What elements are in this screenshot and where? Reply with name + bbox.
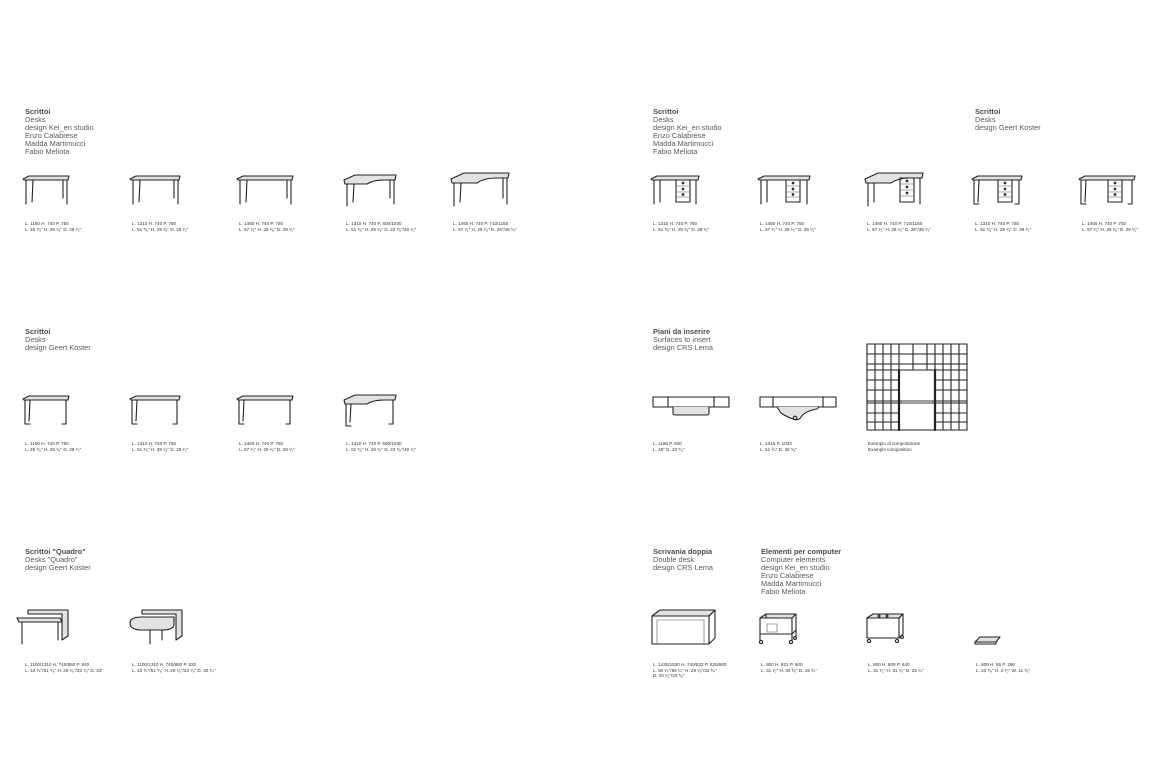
- frame-desk-drawers-icon: [971, 174, 1025, 208]
- surfaces-header: [653, 328, 713, 352]
- designer-line: Fabio Meliota: [25, 147, 70, 157]
- spec-text: L. 1160 H. 740 P. 750 L. 45 ⁵⁄₈" H. 29 ¹⁄₈" D. 29 ¹⁄₂": [25, 441, 82, 452]
- quadro-desk-icon: [16, 608, 70, 646]
- spec-text: L. 1100/1310 H. 740/860 P. 820 L. 43 ¹⁄₄"/51 ⁵⁄₈" H. 29 ¹⁄₈"/33 ⁷⁄₈" D. 32 ¹⁄₄": [132, 662, 216, 673]
- spec-text: L. 1160 H. 740 P. 750 L. 45 ⁵⁄₈" H. 29 ¹⁄₈" D. 29 ¹⁄₂": [25, 221, 82, 232]
- section-subtitle: Desks: [25, 115, 46, 125]
- computer-trolley-icon: [758, 612, 798, 646]
- desks-kei-drawers-header: [653, 108, 722, 157]
- section-subtitle: Desks: [975, 115, 996, 125]
- spec-text: L. 1460 H. 740 P. 750 L. 57 ¹⁄₂" H. 29 ¹⁄₈" D. 29 ¹⁄₂": [239, 221, 295, 232]
- designer-line: Madda Martimucci: [761, 579, 822, 589]
- spec-text: L. 800 H. 809 P. 640 L. 31 ¹⁄₂" H. 31 ⁷⁄₈" D. 25 ¹⁄₄": [868, 662, 925, 673]
- designer-line: Enzo Calabrese: [653, 131, 706, 141]
- spec-text: L. 1460 H. 740 P. 710/1150 L. 57 ¹⁄₂" H. 29 ¹⁄₈" D. 28"/45 ¹⁄₄": [453, 221, 517, 232]
- desk-icon: [129, 174, 183, 208]
- section-title: Scrivania doppia: [653, 547, 713, 556]
- double-desk-icon: [651, 608, 717, 646]
- computer-cabinet-icon: [865, 612, 905, 646]
- quadro-oval-desk-icon: [128, 608, 184, 646]
- spec-text: L. 1166 P. 600 L. 46" D. 23 ⁵⁄₈": [653, 441, 685, 452]
- designer-line: design CRS Lema: [653, 343, 713, 353]
- desks-koster-drawers-header: [975, 108, 1041, 132]
- curved-desk-icon: [343, 174, 399, 208]
- section-title: Elementi per computer: [761, 547, 842, 556]
- desks-koster-header: [25, 328, 91, 352]
- section-title: Scrittoi: [25, 327, 51, 336]
- spec-text: L. 1460 H. 740 P. 750 L. 57 ¹⁄₂" H. 29 ¹⁄₈" D. 29 ¹⁄₂": [1082, 221, 1138, 232]
- section-subtitle: Double desk: [653, 555, 695, 565]
- spec-text: L. 1460 H. 740 P. 750 L. 57 ¹⁄₂" H. 29 ¹⁄₈" D. 29 ¹⁄₂": [239, 441, 295, 452]
- section-subtitle: Desks: [25, 335, 46, 345]
- keyboard-tray-icon: [974, 634, 1002, 646]
- curved-frame-desk-icon: [343, 394, 399, 428]
- desk-drawers-icon: [757, 174, 813, 208]
- frame-desk-icon: [129, 394, 183, 428]
- section-title: Scrittoi: [25, 107, 51, 116]
- designer-line: design CRS Lema: [653, 563, 713, 573]
- frame-desk-icon: [236, 394, 296, 428]
- desk-drawers-icon: [650, 174, 702, 208]
- spec-text: L. 1460 H. 740 P. 750 L. 57 ¹⁄₂" H. 29 ¹⁄₈" D. 29 ¹⁄₂": [760, 221, 816, 232]
- spec-text: L. 1100/1310 H. 740/860 P. 840 L. 43 ¹⁄₄"/51 ⁵⁄₈" H. 29 ¹⁄₈"/33 ⁷⁄₈" D. 33": [25, 662, 104, 673]
- designer-line: design Geert Koster: [25, 343, 91, 353]
- frame-desk-drawers-icon: [1078, 174, 1138, 208]
- designer-line: Fabio Meliota: [761, 587, 806, 597]
- spec-text: L. 1460 H. 740 P. 710/1150 L. 57 ¹⁄₂" H. 29 ¹⁄₈" D. 28"/45 ¹⁄₄": [867, 221, 931, 232]
- designer-line: Madda Martimucci: [653, 139, 714, 149]
- spec-text: L. 1310 H. 740 P. 750 L. 51 ⁵⁄₈" H. 29 ¹⁄₈" D. 29 ¹⁄₂": [132, 221, 189, 232]
- section-subtitle: Desks: [653, 115, 674, 125]
- spec-text: L. 1430/1530 H. 740/832 P. 520/600 L. 60 ¹⁄₄"/56 ¹⁄₄" H. 29 ¹⁄₈"/32 ³⁄₄" D. 20 ¹⁄₂"/23 ⁵⁄₈": [653, 662, 727, 679]
- spec-text: L. 600 H. 65 P. 290 L. 23 ⁵⁄₈" H. 2 ¹⁄₂" W. 11 ³⁄₈": [976, 662, 1031, 673]
- spec-text: L. 1310 H. 740 P. 750 L. 51 ⁵⁄₈" H. 29 ¹⁄₈" D. 29 ¹⁄₂": [653, 221, 710, 232]
- spec-text: L. 1310 H. 740 P. 600/1030 L. 51 ⁵⁄₈" H. 29 ¹⁄₈" D. 23 ⁵⁄₈"/40 ¹⁄₂": [346, 221, 417, 232]
- computer-elements-header: [761, 548, 841, 597]
- spec-text: L. 1310 H. 740 P. 600/1030 L. 51 ⁵⁄₈" H. 29 ¹⁄₈" D. 23 ⁵⁄₈"/40 ¹⁄₂": [346, 441, 417, 452]
- curved-desk-icon: [450, 172, 512, 208]
- designer-line: design Geert Koster: [975, 123, 1041, 133]
- spec-text: L. 1310 H. 740 P. 750 L. 51 ⁵⁄₈" H. 29 ¹⁄₈" D. 29 ¹⁄₂": [132, 441, 189, 452]
- section-title: Scrittoi: [653, 107, 679, 116]
- section-subtitle: Desks "Quadro": [25, 555, 78, 565]
- spec-text: L. 800 H. 821 P. 500 L. 31 ¹⁄₂" H. 32 ³⁄₈" D. 19 ³⁄₄": [761, 662, 817, 673]
- desk-icon: [22, 174, 72, 208]
- curved-insert-surface-icon: [759, 395, 837, 425]
- bookcase-composition-icon: [866, 343, 968, 431]
- quadro-header: [25, 548, 91, 572]
- designer-line: Enzo Calabrese: [761, 571, 814, 581]
- section-subtitle: Surfaces to insert: [653, 335, 711, 345]
- designer-line: Madda Martimucci: [25, 139, 86, 149]
- designer-line: design Kei_en studio: [653, 123, 722, 133]
- section-title: Scrittoi: [975, 107, 1001, 116]
- desk-icon: [236, 174, 296, 208]
- designer-line: Enzo Calabrese: [25, 131, 78, 141]
- desks-kei-header: [25, 108, 94, 157]
- designer-line: design Kei_en studio: [761, 563, 830, 573]
- double-desk-header: [653, 548, 713, 572]
- spec-text: L. 1316 P. 1033 L. 51 ³⁄₄" D. 40 ⁵⁄₈": [760, 441, 798, 452]
- designer-line: design Kei_en studio: [25, 123, 94, 133]
- section-title: Piani da inserire: [653, 327, 711, 336]
- frame-desk-icon: [22, 394, 72, 428]
- designer-line: Fabio Meliota: [653, 147, 698, 157]
- designer-line: design Geert Koster: [25, 563, 91, 573]
- composition-caption: Esempio di composizione Example composition: [868, 441, 921, 452]
- section-title: Scrittoi "Quadro": [25, 547, 86, 556]
- section-subtitle: Computer elements: [761, 555, 826, 565]
- curved-desk-drawers-icon: [864, 172, 926, 208]
- spec-text: L. 1310 H. 740 P. 750 L. 51 ⁵⁄₈" H. 29 ¹⁄₈" D. 29 ¹⁄₂": [975, 221, 1032, 232]
- insert-surface-icon: [652, 395, 730, 417]
